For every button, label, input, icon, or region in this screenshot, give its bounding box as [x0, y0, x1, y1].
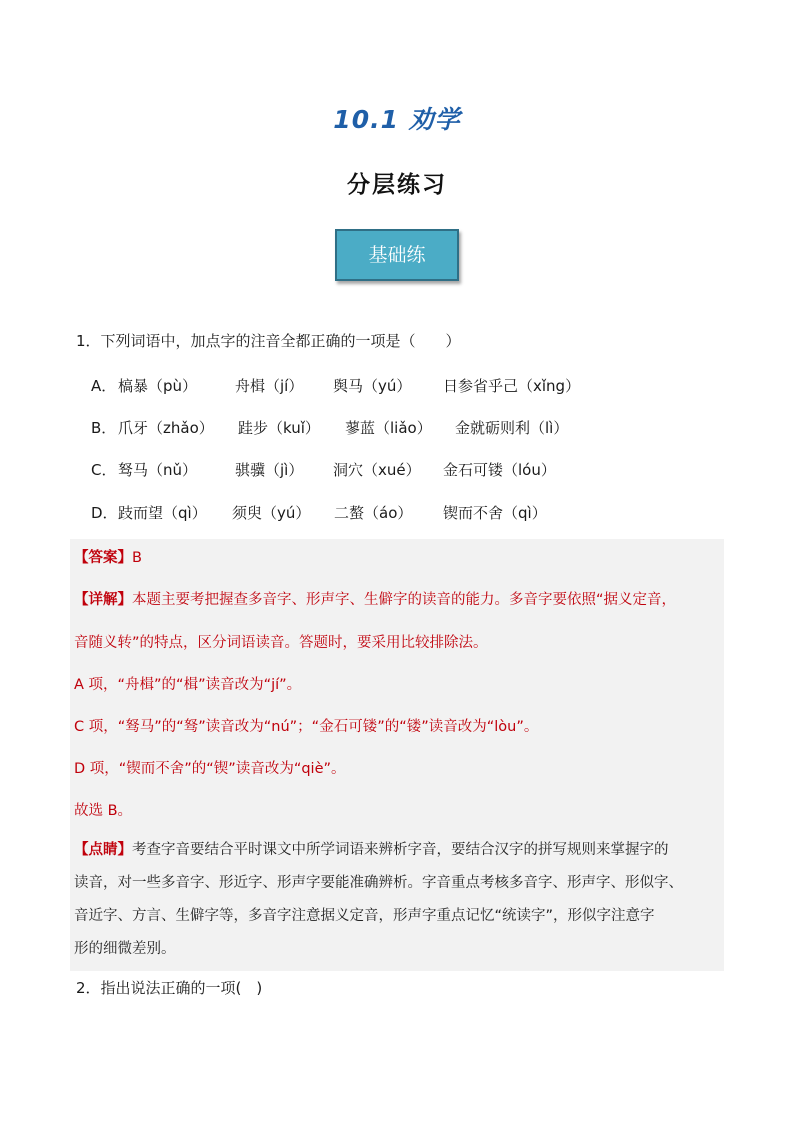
answer-tag: 【答案】	[74, 550, 132, 566]
question-2-stem: 2．指出说法正确的一项( )	[76, 979, 263, 997]
detail-text: 本题主要考把握查多音字、形声字、生僻字的读音的能力。多音字要依照“据义定音，	[132, 592, 677, 608]
option-label: D．	[91, 504, 118, 522]
question-1-stem: 1．下列词语中，加点字的注音全都正确的一项是（ ）	[76, 332, 461, 350]
answer-line	[74, 546, 142, 567]
option-item: 金就砺则利（lì）	[455, 419, 569, 437]
option-item: 洞穴（xué）	[333, 461, 421, 479]
option-item: 跬步（kuǐ）	[238, 419, 320, 437]
option-item: 驽马（nǔ）	[118, 461, 198, 479]
detail-tag: 【详解】	[74, 592, 132, 608]
option-item: 舆马（yú）	[333, 377, 412, 395]
detail-choose: 故选 B。	[74, 803, 133, 819]
tip-text: 考查字音要结合平时课文中所学词语来辨析字音，要结合汉字的拼写规则来掌握字的	[132, 842, 669, 858]
option-item: 骐骥（jì）	[235, 461, 304, 479]
tip-line-1	[74, 838, 669, 859]
detail-line-d: D 项，“锲而不舍”的“锲”读音改为“qiè”。	[74, 761, 346, 777]
option-item: 蓼蓝（liǎo）	[345, 419, 432, 437]
option-item: 槁暴（pù）	[118, 377, 198, 395]
section-badge: 基础练	[335, 229, 459, 281]
page-subtitle: 分层练习	[347, 172, 447, 198]
option-label: C．	[91, 461, 117, 479]
option-item: 二螯（áo）	[334, 504, 413, 522]
option-label: B．	[91, 419, 117, 437]
option-item: 锲而不舍（qì）	[443, 504, 547, 522]
detail-line-a: A 项，“舟楫”的“楫”读音改为“jí”。	[74, 677, 302, 693]
tip-line-3: 音近字、方言、生僻字等，多音字注意据义定音，形声字重点记忆“统读字”，形似字注意字	[74, 908, 655, 924]
detail-line-2: 音随义转”的特点，区分词语读音。答题时，要采用比较排除法。	[74, 635, 488, 651]
page-title: 10.1 劝学	[333, 105, 461, 134]
tip-tag: 【点睛】	[74, 842, 132, 858]
answer-value: B	[132, 550, 142, 566]
option-item: 金石可镂（lóu）	[443, 461, 556, 479]
detail-line-c: C 项，“驽马”的“驽”读音改为“nú”；“金石可镂”的“镂”读音改为“lòu”。	[74, 719, 539, 735]
tip-line-2: 读音，对一些多音字、形近字、形声字要能准确辨析。字音重点考核多音字、形声字、形似字、	[74, 875, 683, 891]
option-item: 须臾（yú）	[232, 504, 311, 522]
option-item: 跂而望（qì）	[118, 504, 207, 522]
option-item: 爪牙（zhǎo）	[118, 419, 214, 437]
tip-line-4: 形的细微差别。	[74, 941, 176, 957]
option-item: 舟楫（jí）	[235, 377, 304, 395]
option-item: 日参省乎己（xǐng）	[443, 377, 581, 395]
detail-line-1	[74, 588, 676, 609]
option-label: A．	[91, 377, 117, 395]
